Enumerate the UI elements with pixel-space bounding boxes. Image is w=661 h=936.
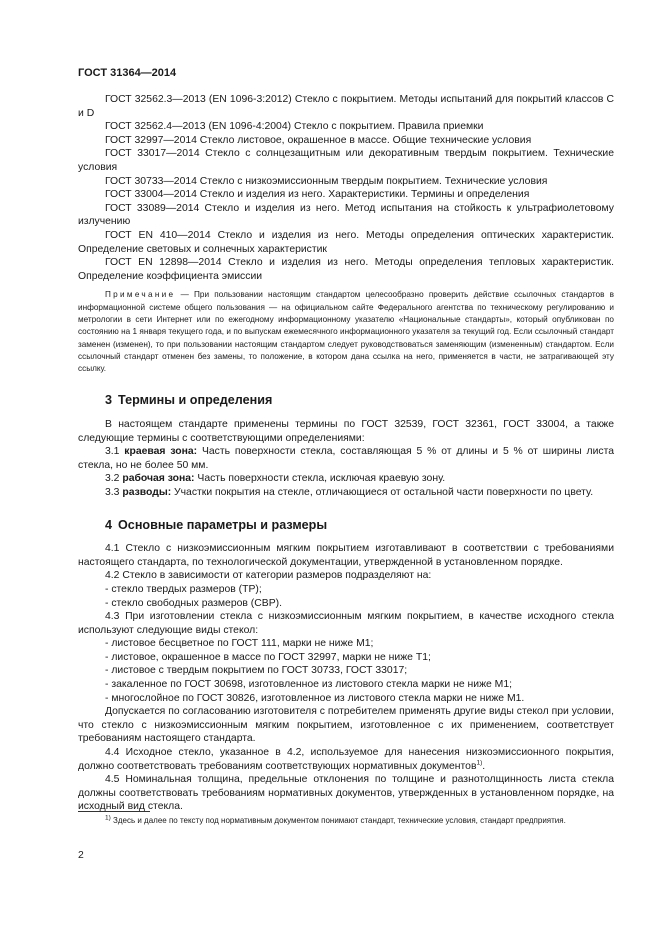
- list-item: - листовое бесцветное по ГОСТ 111, марки не ниже М1;: [105, 638, 374, 650]
- term: рабочая зона:: [122, 473, 195, 485]
- clause-4-3-permission: Допускается по согласованию изготовителя с потребителем применять другие виды стекол при условии, что стекло с низкоэмиссионным мягким покрытием, изготовленное с их применением, соответствует требованиям настоящего стандарта.: [78, 706, 614, 745]
- list-item: - листовое с твердым покрытием по ГОСТ 30733, ГОСТ 33017;: [105, 665, 408, 677]
- note-text: — При пользовании настоящим стандартом целесообразно проверить действие ссылочных стандартов в информационной системе общего пользования — на официальном сайте Федерального агентства по техническому регулированию и метрологии в сети Интернет или по ежегодному информационному указателю «Национальные стандарты», который опубликован по состоянию на 1 января текущего года, и по выпускам ежемесячного информационного указателя за текущий год. Если ссылочный стандарт заменен (изменен), то при пользовании настоящим стандартом следует руководствоваться заменяющим (измененным) стандартом. Если ссылочный стандарт отменен без замены, то положение, в котором дана ссылка на него, применяется в части, не затрагивающей эту ссылку.: [78, 290, 614, 374]
- list-item: - листовое, окрашенное в массе по ГОСТ 32997, марки не ниже Т1;: [105, 651, 431, 663]
- document-body: [78, 93, 614, 814]
- list-item: - стекло твердых размеров (ТР);: [105, 583, 262, 595]
- term: краевая зона:: [124, 446, 198, 458]
- section-number: 3: [105, 393, 113, 408]
- clause-4-4: 4.4 Исходное стекло, указанное в 4.2, используемое для нанесения низкоэмиссионного покрытия, должно соответствовать требованиям соответствующих нормативных документов$^{1)}$.: [78, 747, 614, 772]
- section-title: Основные параметры и размеры: [118, 517, 328, 532]
- list-item: - закаленное по ГОСТ 30698, изготовленное из листового стекла марки не ниже М1;: [105, 679, 513, 691]
- normative-reference: ГОСТ 33017—2014 Стекло с солнцезащитным или декоративным твердым покрытием. Технические условия: [78, 148, 614, 173]
- footnote-ref[interactable]: 1): [476, 759, 483, 767]
- term-definition: 3.3 разводы: Участки покрытия на стекле, отличающиеся от остальной части поверхности по цвету.: [105, 486, 594, 498]
- section-3-heading: [105, 394, 614, 408]
- normative-reference: ГОСТ 33004—2014 Стекло и изделия из него. Характеристики. Термины и определения: [105, 189, 530, 201]
- list-item: - стекло свободных размеров (СВР).: [105, 597, 282, 609]
- normative-reference: ГОСТ 32562.3—2013 (EN 1096-3:2012) Стекло с покрытием. Методы испытаний для покрытий классов С и D: [78, 94, 614, 119]
- footnote-text: Здесь и далее по тексту под нормативным документом понимают стандарт, технические условия, стандарт предприятия.: [110, 816, 566, 825]
- clause-4-2: 4.2 Стекло в зависимости от категории размеров подразделяют на:: [105, 570, 432, 582]
- section-title: Термины и определения: [118, 393, 273, 408]
- clause-4-1: 4.1 Стекло с низкоэмиссионным мягким покрытием изготавливают в соответствии с требованиями настоящего стандарта, по технологической документации, утвержденной в установленном порядке.: [78, 543, 614, 568]
- footnote-divider: [78, 811, 150, 812]
- normative-reference: ГОСТ EN 410—2014 Стекло и изделия из него. Методы определения оптических характеристик. Определение световых и солнечных характеристик: [78, 229, 614, 255]
- clause-4-3: 4.3 При изготовлении стекла с низкоэмиссионным мягким покрытием, в качестве исходного стекла используют следующие виды стекол:: [78, 611, 614, 636]
- normative-reference: ГОСТ 32997—2014 Стекло листовое, окрашенное в массе. Общие технические условия: [105, 134, 532, 146]
- page-number: 2: [78, 850, 84, 861]
- footnote: [78, 815, 614, 827]
- section-3-intro: В настоящем стандарте применены термины по ГОСТ 32539, ГОСТ 32361, ГОСТ 33004, а также следующие термины с соответствующими определениями:: [78, 418, 614, 444]
- clause-4-5: 4.5 Номинальная толщина, предельные отклонения по толщине и разнотолщинность листа стекла должны соответствовать требованиям нормативных документов, утвержденных в установленном порядке, на исходный вид стекла.: [78, 774, 614, 813]
- footnote-mark: 1): [105, 814, 111, 822]
- section-number: 4: [105, 517, 113, 532]
- list-item: - многослойное по ГОСТ 30826, изготовленное из листового стекла марки не ниже М1.: [105, 692, 525, 704]
- term: разводы:: [122, 486, 172, 498]
- term-definition: 3.2 рабочая зона: Часть поверхности стекла, исключая краевую зону.: [105, 473, 446, 485]
- normative-reference: ГОСТ 33089—2014 Стекло и изделия из него. Метод испытания на стойкость к ультрафиолетовому излучению: [78, 202, 614, 228]
- section-4-heading: [105, 519, 614, 533]
- document-header: ГОСТ 31364—2014: [78, 67, 177, 79]
- reference-note: [78, 289, 614, 375]
- normative-reference: ГОСТ EN 12898—2014 Стекло и изделия из него. Методы определения тепловых характеристик. Определение коэффициента эмиссии: [78, 257, 614, 282]
- normative-reference: ГОСТ 32562.4—2013 (EN 1096-4:2004) Стекло с покрытием. Правила приемки: [105, 121, 484, 133]
- term-definition: 3.1 краевая зона: Часть поверхности стекла, составляющая 5 % от длины и 5 % от ширины листа стекла, но не более 50 мм.: [78, 446, 615, 471]
- normative-reference: ГОСТ 30733—2014 Стекло с низкоэмиссионным твердым покрытием. Технические условия: [105, 175, 548, 187]
- note-label: Примечание: [105, 290, 176, 300]
